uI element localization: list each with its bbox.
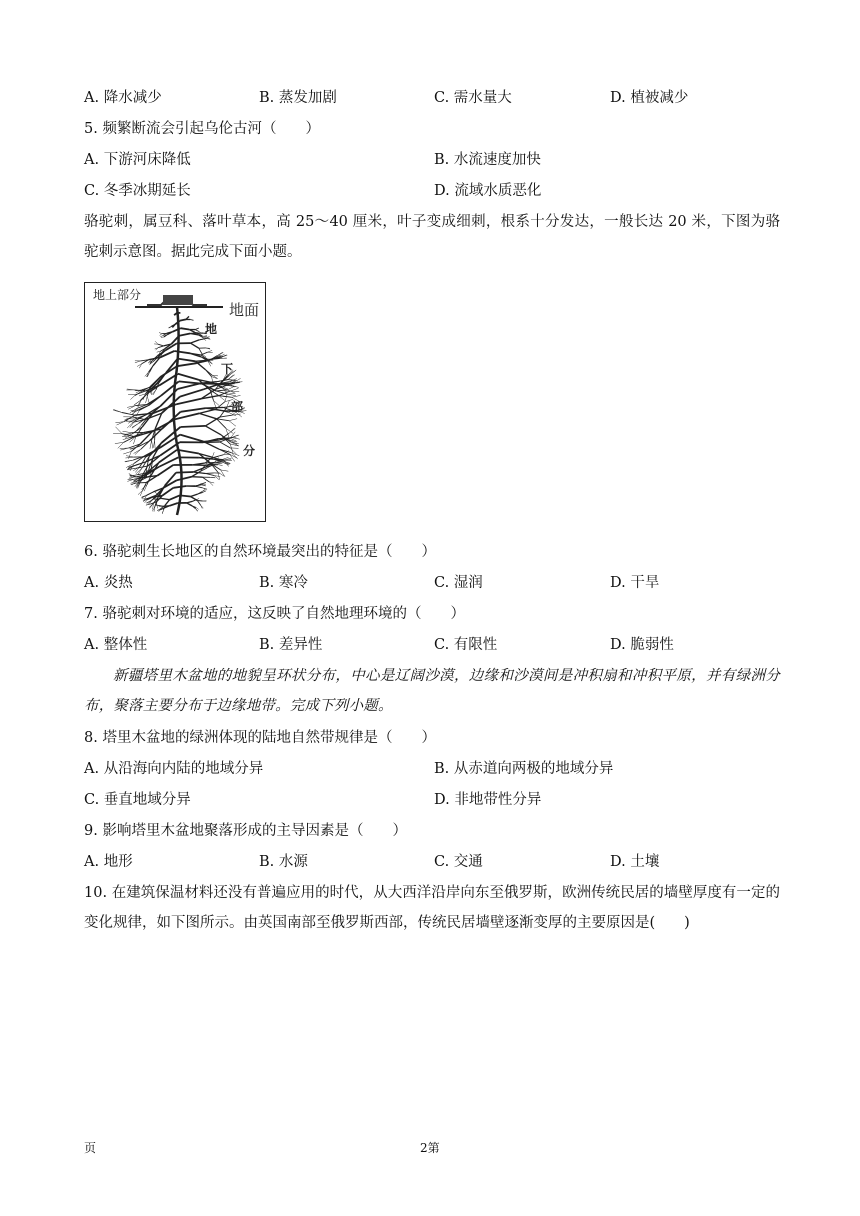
root-branch-line xyxy=(229,419,237,421)
q8-option-c: C. 垂直地域分异 xyxy=(84,792,191,808)
root-branch-line xyxy=(205,370,212,376)
root-branch-line xyxy=(214,462,220,463)
root-branch-line xyxy=(181,408,206,412)
root-branch-line xyxy=(203,477,210,482)
root-branch-line xyxy=(143,483,147,491)
camelthorn-intro-paragraph: 骆驼刺，属豆科、落叶草本，高 25～40 厘米，叶子变成细刺，根系十分发达，一般长达 20 米，下图为骆驼刺示意图。据此完成下面小题。 xyxy=(84,214,780,260)
root-branch-line xyxy=(136,466,148,468)
root-branch-line xyxy=(195,485,201,486)
root-branch-line xyxy=(177,363,197,366)
q9-stem: 9. 影响塔里木盆地聚落形成的主导因素是（ ） xyxy=(84,823,407,839)
q6-option-a: A. 炎热 xyxy=(84,575,133,591)
root-branch-line xyxy=(176,399,201,404)
footer-left: 页 xyxy=(84,1141,97,1155)
root-branch-line xyxy=(179,334,190,336)
root-branch-line xyxy=(190,320,193,321)
root-branch-line xyxy=(147,492,154,495)
root-branch-line xyxy=(195,330,199,332)
q7-option-a: A. 整体性 xyxy=(84,637,148,653)
root-branch-line xyxy=(174,313,177,315)
root-branch-line xyxy=(180,435,203,442)
q6-stem: 6. 骆驼刺生长地区的自然环境最突出的特征是（ ） xyxy=(84,544,436,560)
root-branch-line xyxy=(158,346,163,348)
q8-option-d: D. 非地带性分异 xyxy=(434,792,542,808)
q7-option-c: C. 有限性 xyxy=(434,637,498,653)
root-branches xyxy=(113,313,246,514)
camelthorn-root-figure xyxy=(84,282,266,522)
root-branch-line xyxy=(132,423,139,427)
root-branch-line xyxy=(206,473,214,474)
root-branch-line xyxy=(178,374,199,380)
root-branch-line xyxy=(160,336,163,337)
root-branch-line xyxy=(126,457,135,458)
root-branch-line xyxy=(230,388,238,391)
root-branch-line xyxy=(152,419,174,431)
root-branch-line xyxy=(196,508,199,510)
root-branch-line xyxy=(146,448,160,457)
q8-option-a: A. 从沿海向内陆的地域分异 xyxy=(84,761,264,777)
root-branch-line xyxy=(196,499,199,500)
q6-option-b: B. 寒冷 xyxy=(259,575,308,591)
root-branch-line xyxy=(177,477,192,481)
root-branch-line xyxy=(221,470,229,471)
root-branch-line xyxy=(158,344,164,346)
root-branch-line xyxy=(116,427,123,434)
root-branch-line xyxy=(170,495,180,499)
root-branch-line xyxy=(199,348,203,354)
footer-page-number: 2第 xyxy=(420,1141,440,1155)
q7-stem: 7. 骆驼刺对环境的适应，这反映了自然地理环境的（ ） xyxy=(84,606,465,622)
root-branch-line xyxy=(174,351,190,353)
root-branch-line xyxy=(152,440,153,448)
root-branch-line xyxy=(196,486,203,488)
label-below-char-3: 部 xyxy=(231,400,244,414)
root-branch-line xyxy=(153,440,154,448)
q9-option-d: D. 土壤 xyxy=(610,854,660,870)
label-ground-surface: 地面 xyxy=(229,303,260,319)
q5-option-a: A. 下游河床降低 xyxy=(84,152,191,168)
root-branch-line xyxy=(150,440,152,449)
root-branch-line xyxy=(129,444,141,448)
q9-option-c: C. 交通 xyxy=(434,854,483,870)
root-branch-line xyxy=(190,343,198,348)
root-branch-line xyxy=(159,333,162,334)
root-branch-line xyxy=(191,494,198,496)
root-branch-line xyxy=(190,340,199,343)
root-branch-line xyxy=(216,390,227,391)
root-branch-line xyxy=(130,395,135,400)
root-branch-line xyxy=(180,426,205,427)
root-branch-line xyxy=(162,499,170,500)
root-branch-line xyxy=(149,396,161,406)
root-branch-line xyxy=(199,413,216,418)
q8-option-b: B. 从赤道向两极的地域分异 xyxy=(434,761,614,777)
q7-option-d: D. 脆弱性 xyxy=(610,637,674,653)
root-branch-line xyxy=(195,328,199,330)
root-branch-line xyxy=(165,500,170,506)
root-branch-line xyxy=(221,470,225,477)
label-below-char-4: 分 xyxy=(243,444,256,458)
root-branch-line xyxy=(187,501,193,503)
tarim-intro-paragraph: 新疆塔里木盆地的地貌呈环状分布，中心是辽阔沙漠，边缘和沙漠间是冲积扇和冲积平原，并有绿洲分布，聚落主要分布于边缘地带。完成下列小题。 xyxy=(84,668,780,714)
root-branch-line xyxy=(176,472,193,473)
root-branch-line xyxy=(113,410,122,412)
label-above-ground: 地上部分 xyxy=(93,288,142,302)
root-branch-line xyxy=(192,477,203,478)
q5-option-d: D. 流域水质恶化 xyxy=(434,183,542,199)
root-branch-line xyxy=(205,417,219,426)
root-branch-line xyxy=(178,359,196,362)
root-branch-line xyxy=(180,389,204,396)
root-branch-line xyxy=(196,509,198,511)
root-branch-line xyxy=(123,431,132,433)
root-branch-line xyxy=(219,391,230,396)
root-branch-line xyxy=(199,339,205,340)
label-below-char-1: 地 xyxy=(205,322,218,336)
root-branch-line xyxy=(150,366,154,373)
q8-stem: 8. 塔里木盆地的绿洲体现的陆地自然带规律是（ ） xyxy=(84,730,436,746)
root-branch-line xyxy=(228,393,236,394)
root-branch-line xyxy=(169,327,172,329)
root-branch-line xyxy=(180,495,191,496)
root-branch-line xyxy=(220,415,232,417)
camelthorn-root-illustration xyxy=(85,283,265,521)
root-branch-line xyxy=(160,334,163,336)
root-branch-line xyxy=(177,450,199,454)
root-branch-line xyxy=(135,361,141,363)
root-branch-line xyxy=(135,477,144,478)
q5-stem: 5. 频繁断流会引起乌伦古河（ ） xyxy=(84,121,320,137)
root-branch-line xyxy=(181,328,190,329)
q9-option-b: B. 水源 xyxy=(259,854,308,870)
root-branch-line xyxy=(208,350,213,352)
root-branch-line xyxy=(147,396,149,402)
q4-option-d: D. 植被减少 xyxy=(610,90,689,106)
q5-option-b: B. 水流速度加快 xyxy=(434,152,541,168)
label-below-char-2: 下 xyxy=(221,362,234,376)
root-branch-line xyxy=(155,341,158,344)
root-branch-line xyxy=(178,383,201,389)
root-branch-line xyxy=(124,415,135,421)
q6-option-d: D. 干旱 xyxy=(610,575,660,591)
q4-option-a: A. 降水减少 xyxy=(84,90,162,106)
root-branch-line xyxy=(159,450,177,463)
q10-stem: 10. 在建筑保温材料还没有普遍应用的时代，从大西洋沿岸向东至俄罗斯，欧洲传统民居的墙壁厚度有一定的变化规律，如下图所示。由英国南部至俄罗斯西部，传统民居墙壁逐渐变厚的主要原因是( ) xyxy=(84,885,780,931)
root-branch-line xyxy=(157,503,158,508)
root-branch-line xyxy=(225,394,227,402)
root-branch-line xyxy=(173,486,186,488)
root-branch-line xyxy=(124,437,135,443)
root-branch-line xyxy=(163,488,174,496)
q4-option-c: C. 需水量大 xyxy=(434,90,512,106)
root-branch-line xyxy=(180,319,186,320)
root-branch-line xyxy=(227,387,234,390)
root-branch-line xyxy=(220,408,227,417)
root-branch-line xyxy=(146,396,148,403)
root-branch-line xyxy=(228,394,236,396)
q4-option-b: B. 蒸发加剧 xyxy=(259,90,337,106)
root-branch-line xyxy=(232,395,241,397)
root-branch-line xyxy=(229,421,236,427)
root-branch-line xyxy=(205,426,221,435)
root-branch-line xyxy=(155,440,156,448)
root-branch-line xyxy=(139,394,145,396)
root-branch-line xyxy=(123,451,131,454)
q6-option-c: C. 湿润 xyxy=(434,575,483,591)
root-branch-line xyxy=(199,409,216,413)
root-branch-line xyxy=(206,407,223,408)
q9-option-a: A. 地形 xyxy=(84,854,133,870)
root-branch-line xyxy=(170,503,178,506)
root-branch-line xyxy=(126,456,134,457)
q5-option-c: C. 冬季冰期延长 xyxy=(84,183,191,199)
root-branch-line xyxy=(197,501,202,502)
root-branch-line xyxy=(190,353,201,355)
q7-option-b: B. 差异性 xyxy=(259,637,323,653)
